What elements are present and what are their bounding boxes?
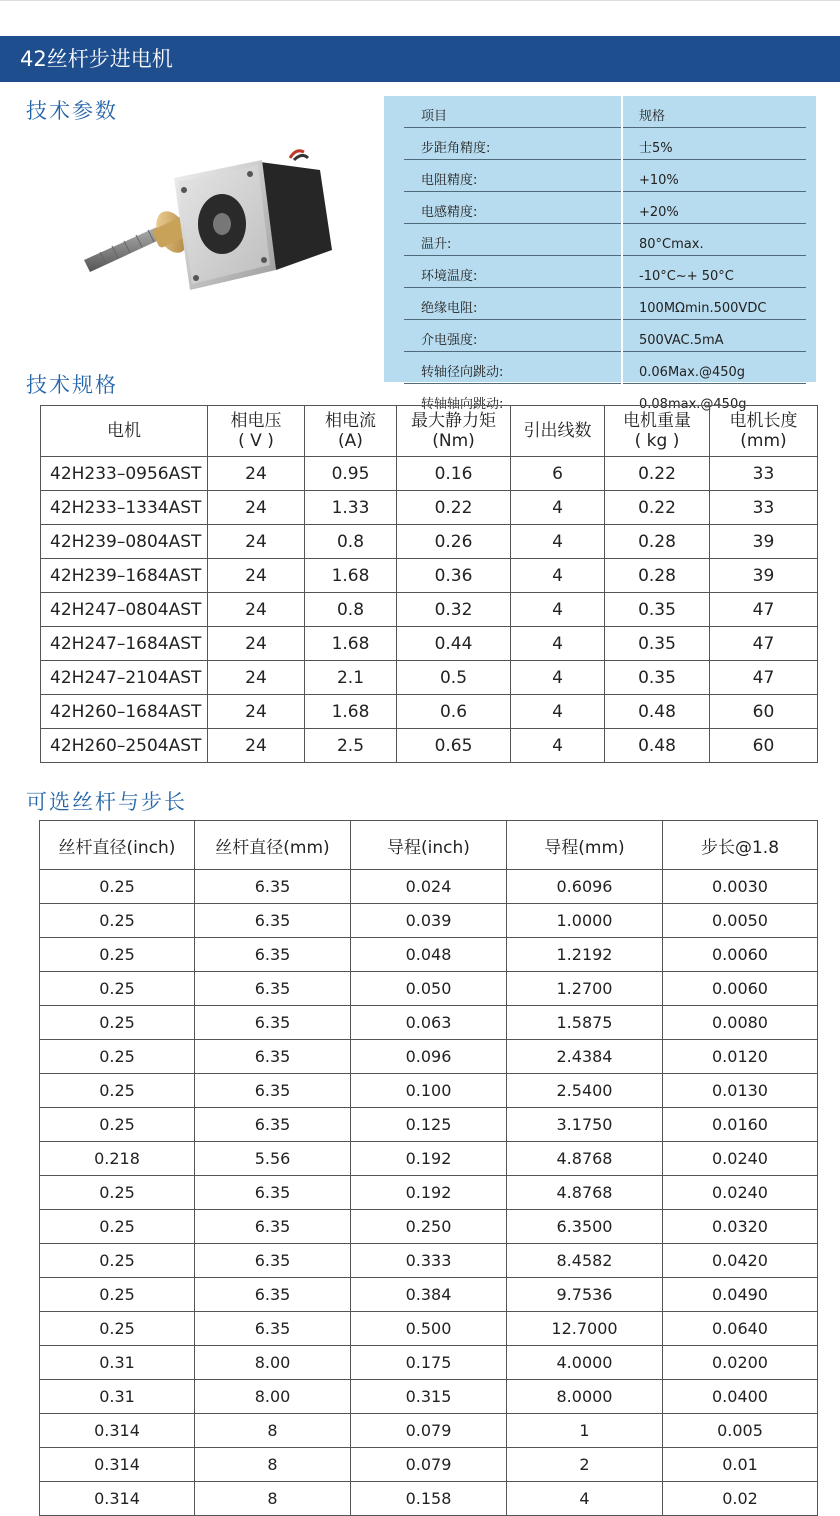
screw-cell: 0.0060 [663,972,818,1006]
param-value: 0.08max.@450g [622,384,806,416]
params-row [404,192,806,224]
screw-cell: 9.7536 [507,1278,663,1312]
screw-cell: 0.158 [351,1482,507,1516]
spec-cell: 0.28 [605,525,710,559]
spec-cell: 1.68 [305,627,397,661]
spec-cell: 0.44 [397,627,511,661]
stepper-motor-photo [80,140,340,300]
spec-cell: 0.95 [305,457,397,491]
screw-row [40,1176,818,1210]
screw-row [40,1040,818,1074]
spec-cell: 24 [208,491,305,525]
spec-cell: 0.8 [305,525,397,559]
spec-header-cell [511,406,605,457]
spec-cell: 4 [511,627,605,661]
screw-cell: 0.314 [40,1414,195,1448]
spec-cell: 47 [710,627,818,661]
spec-cell: 0.8 [305,593,397,627]
spec-cell: 4 [511,593,605,627]
screw-cell: 0.024 [351,870,507,904]
screw-cell: 8.0000 [507,1380,663,1414]
screw-cell: 0.039 [351,904,507,938]
spec-cell: 0.36 [397,559,511,593]
spec-cell: 4 [511,661,605,695]
screw-cell: 5.56 [195,1142,351,1176]
screw-row [40,1312,818,1346]
section-title-tech-specs: 技术规格 [26,373,118,397]
spec-header-cell [710,406,818,457]
screw-cell: 6.35 [195,904,351,938]
param-name: 转轴径向跳动: [404,352,622,384]
screw-cell: 0.25 [40,1006,195,1040]
params-row [404,288,806,320]
spec-cell: 0.6 [397,695,511,729]
screw-row [40,1006,818,1040]
screw-row [40,1380,818,1414]
spec-cell: 0.32 [397,593,511,627]
screw-row [40,1210,818,1244]
screw-cell: 0.0640 [663,1312,818,1346]
spec-cell: 24 [208,457,305,491]
param-name: 绝缘电阻: [404,288,622,320]
screw-cell: 0.0060 [663,938,818,972]
screw-cell: 0.063 [351,1006,507,1040]
screw-cell: 0.25 [40,1210,195,1244]
spec-cell: 4 [511,729,605,763]
screw-cell: 2.4384 [507,1040,663,1074]
screw-cell: 4.8768 [507,1142,663,1176]
spec-cell: 47 [710,661,818,695]
spec-cell: 0.26 [397,525,511,559]
screw-row [40,1346,818,1380]
screw-cell: 0.25 [40,1074,195,1108]
spec-cell: 33 [710,491,818,525]
spec-header-cell [208,406,305,457]
param-value: +20% [622,192,806,224]
param-name: 温升: [404,224,622,256]
spec-row [41,491,818,525]
screw-cell: 0.25 [40,1176,195,1210]
spec-header-cell [41,406,208,457]
screw-cell: 0.6096 [507,870,663,904]
section-title-lead-screw: 可选丝杆与步长 [26,790,187,814]
spec-model-cell: 42H247–2104AST [41,661,208,695]
screw-cell: 0.192 [351,1176,507,1210]
screw-cell: 0.314 [40,1482,195,1516]
spec-header-unit: (A) [338,431,363,451]
screw-row [40,1278,818,1312]
screw-cell: 0.500 [351,1312,507,1346]
spec-cell: 24 [208,559,305,593]
screw-cell: 0.0320 [663,1210,818,1244]
screw-header-cell: 导程(inch) [351,821,507,870]
spec-cell: 39 [710,525,818,559]
spec-cell: 4 [511,695,605,729]
screw-row [40,1414,818,1448]
screw-cell: 0.01 [663,1448,818,1482]
screw-cell: 0.250 [351,1210,507,1244]
screw-cell: 0.384 [351,1278,507,1312]
screw-cell: 0.0160 [663,1108,818,1142]
spec-header-label: 相电压 [230,411,282,431]
screw-cell: 6.35 [195,938,351,972]
param-name: 项目 [404,96,622,128]
screw-row [40,904,818,938]
spec-model-cell: 42H239–1684AST [41,559,208,593]
screw-cell: 0.048 [351,938,507,972]
spec-cell: 33 [710,457,818,491]
screw-cell: 0.218 [40,1142,195,1176]
spec-cell: 0.22 [397,491,511,525]
params-row [404,128,806,160]
param-name: 电阻精度: [404,160,622,192]
screw-cell: 8 [195,1482,351,1516]
params-row [404,256,806,288]
spec-model-cell: 42H260–1684AST [41,695,208,729]
screw-row [40,870,818,904]
spec-header-unit: (Nm) [432,431,475,451]
screw-cell: 6.35 [195,1278,351,1312]
screw-cell: 0.25 [40,1244,195,1278]
param-value: 100MΩmin.500VDC [622,288,806,320]
screw-cell: 6.35 [195,1074,351,1108]
screw-cell: 6.35 [195,1312,351,1346]
spec-cell: 24 [208,695,305,729]
spec-cell: 4 [511,491,605,525]
screw-cell: 6.35 [195,1040,351,1074]
banner-title: 42丝杆步进电机 [20,47,173,71]
param-value: -10°C~+ 50°C [622,256,806,288]
param-value: 80°Cmax. [622,224,806,256]
spec-header-cell [305,406,397,457]
spec-header-label: 相电流 [325,411,376,431]
param-name: 介电强度: [404,320,622,352]
spec-cell: 4 [511,525,605,559]
spec-header-cell [397,406,511,457]
spec-cell: 6 [511,457,605,491]
spec-cell: 39 [710,559,818,593]
screw-cell: 1.2192 [507,938,663,972]
spec-row [41,695,818,729]
spec-row [41,661,818,695]
screw-cell: 0.0050 [663,904,818,938]
screw-header-cell: 导程(mm) [507,821,663,870]
spec-cell: 0.35 [605,661,710,695]
screw-cell: 0.0130 [663,1074,818,1108]
spec-header-unit: ( kg ) [634,431,680,451]
spec-cell: 47 [710,593,818,627]
screw-cell: 0.0400 [663,1380,818,1414]
param-value: 500VAC.5mA [622,320,806,352]
screw-cell: 6.35 [195,972,351,1006]
spec-header-unit: (mm) [740,431,787,451]
screw-cell: 0.0200 [663,1346,818,1380]
screw-cell: 8.00 [195,1346,351,1380]
spec-header-cell [605,406,710,457]
spec-row [41,729,818,763]
param-value: 士5% [622,128,806,160]
screw-cell: 0.314 [40,1448,195,1482]
spec-header-label: 最大静力矩 [411,411,496,431]
screw-cell: 0.0420 [663,1244,818,1278]
screw-header-cell: 步长@1.8 [663,821,818,870]
spec-cell: 2.5 [305,729,397,763]
spec-header-unit: ( V ) [238,431,274,451]
params-header-row [404,96,806,128]
screw-cell: 6.3500 [507,1210,663,1244]
screw-cell: 0.0490 [663,1278,818,1312]
screw-cell: 1.0000 [507,904,663,938]
spec-cell: 24 [208,729,305,763]
param-value: 0.06Max.@450g [622,352,806,384]
spec-table [40,405,818,763]
spec-cell: 0.48 [605,729,710,763]
screw-cell: 4.8768 [507,1176,663,1210]
spec-model-cell: 42H239–0804AST [41,525,208,559]
screw-cell: 0.0080 [663,1006,818,1040]
param-value: +10% [622,160,806,192]
screw-cell: 0.25 [40,1278,195,1312]
param-name: 环境温度: [404,256,622,288]
spec-cell: 24 [208,627,305,661]
screw-cell: 8.4582 [507,1244,663,1278]
spec-cell: 0.35 [605,593,710,627]
screw-cell: 8 [195,1448,351,1482]
param-name: 电感精度: [404,192,622,224]
param-name: 步距角精度: [404,128,622,160]
screw-row [40,938,818,972]
lead-screw-table [39,820,818,1516]
screw-cell: 0.096 [351,1040,507,1074]
spec-cell: 1.68 [305,695,397,729]
screw-row [40,1482,818,1516]
screw-header-cell: 丝杆直径(inch) [40,821,195,870]
spec-model-cell: 42H247–1684AST [41,627,208,661]
params-row [404,224,806,256]
screw-cell: 0.25 [40,870,195,904]
screw-cell: 0.25 [40,1040,195,1074]
screw-cell: 8.00 [195,1380,351,1414]
param-value: 规格 [622,96,806,128]
spec-header-label: 引出线数 [523,421,592,441]
spec-model-cell: 42H247–0804AST [41,593,208,627]
spec-cell: 0.35 [605,627,710,661]
section-title-tech-params: 技术参数 [26,99,118,123]
spec-cell: 0.48 [605,695,710,729]
screw-cell: 0.0240 [663,1142,818,1176]
screw-cell: 0.0240 [663,1176,818,1210]
spec-header-label: 电机 [107,421,141,441]
screw-cell: 1.2700 [507,972,663,1006]
spec-cell: 0.22 [605,491,710,525]
screw-cell: 8 [195,1414,351,1448]
screw-header-cell: 丝杆直径(mm) [195,821,351,870]
screw-cell: 0.02 [663,1482,818,1516]
params-row [404,320,806,352]
screw-cell: 0.125 [351,1108,507,1142]
spec-cell: 0.65 [397,729,511,763]
screw-cell: 0.0030 [663,870,818,904]
screw-cell: 2 [507,1448,663,1482]
spec-cell: 0.5 [397,661,511,695]
spec-model-cell: 42H233–0956AST [41,457,208,491]
screw-row [40,1074,818,1108]
screw-cell: 6.35 [195,1006,351,1040]
spec-row [41,627,818,661]
param-name: 转轴轴向跳动: [421,397,504,412]
spec-cell: 0.16 [397,457,511,491]
spec-cell: 60 [710,695,818,729]
screw-cell: 6.35 [195,1244,351,1278]
screw-cell: 3.1750 [507,1108,663,1142]
screw-cell: 4 [507,1482,663,1516]
spec-header-label: 电机长度 [729,411,798,431]
spec-header-label: 电机重量 [623,411,691,431]
spec-cell: 1.68 [305,559,397,593]
spec-cell: 4 [511,559,605,593]
params-row [404,160,806,192]
screw-cell: 12.7000 [507,1312,663,1346]
params-row [404,352,806,384]
screw-row [40,1244,818,1278]
screw-cell: 0.079 [351,1414,507,1448]
screw-cell: 0.050 [351,972,507,1006]
spec-cell: 24 [208,525,305,559]
screw-cell: 0.31 [40,1346,195,1380]
screw-cell: 6.35 [195,870,351,904]
screw-cell: 1.5875 [507,1006,663,1040]
screw-cell: 0.333 [351,1244,507,1278]
screw-cell: 1 [507,1414,663,1448]
screw-cell: 0.25 [40,972,195,1006]
spec-cell: 1.33 [305,491,397,525]
screw-cell: 0.079 [351,1448,507,1482]
screw-cell: 0.005 [663,1414,818,1448]
screw-cell: 6.35 [195,1108,351,1142]
screw-row [40,1142,818,1176]
spec-model-cell: 42H233–1334AST [41,491,208,525]
screw-cell: 0.25 [40,1108,195,1142]
spec-cell: 0.22 [605,457,710,491]
spec-cell: 0.28 [605,559,710,593]
screw-cell: 0.315 [351,1380,507,1414]
spec-cell: 60 [710,729,818,763]
spec-cell: 24 [208,593,305,627]
screw-cell: 0.31 [40,1380,195,1414]
spec-row [41,559,818,593]
screw-cell: 0.175 [351,1346,507,1380]
spec-row [41,593,818,627]
screw-row [40,1448,818,1482]
screw-cell: 2.5400 [507,1074,663,1108]
screw-cell: 0.100 [351,1074,507,1108]
screw-cell: 0.25 [40,938,195,972]
screw-cell: 6.35 [195,1176,351,1210]
screw-cell: 0.25 [40,904,195,938]
params-panel [384,96,816,412]
screw-cell: 0.0120 [663,1040,818,1074]
spec-row [41,457,818,491]
screw-cell: 0.192 [351,1142,507,1176]
spec-cell: 24 [208,661,305,695]
screw-cell: 4.0000 [507,1346,663,1380]
screw-cell: 0.25 [40,1312,195,1346]
spec-row [41,525,818,559]
screw-cell: 6.35 [195,1210,351,1244]
page-banner [0,36,840,82]
spec-cell: 2.1 [305,661,397,695]
spec-model-cell: 42H260–2504AST [41,729,208,763]
params-table [404,96,806,415]
screw-row [40,972,818,1006]
screw-row [40,1108,818,1142]
top-border [0,0,840,1]
